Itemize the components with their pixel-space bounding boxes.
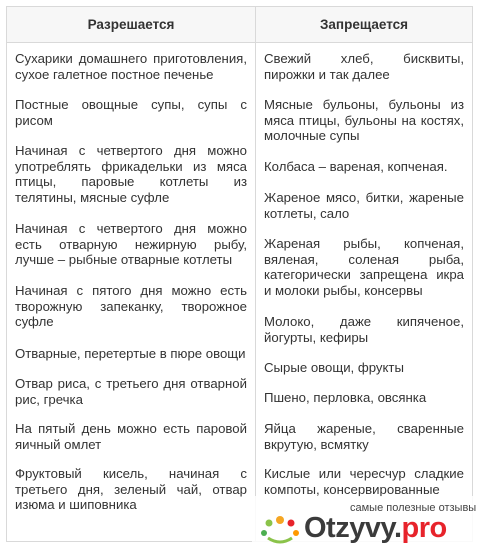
forbidden-item: Колбаса – вареная, копченая. [264,159,448,174]
forbidden-item: Мясные бульоны, бульоны из мяса птицы, бульоны на костях, молочные супы [264,97,464,143]
watermark-brand [304,512,447,545]
watermark-brand-dot: . [393,512,402,544]
diet-table [6,6,473,542]
forbidden-item: Молоко, даже кипяченое, йогурты, кефиры [264,314,464,345]
watermark-tagline: самые полезные отзывы [350,502,477,514]
allowed-item: Начиная с четвертого дня можно есть отварную нежирную рыбу, лучше – рыбные отварные котлеты [15,221,247,267]
forbidden-item: Пшено, перловка, овсянка [264,390,427,405]
allowed-header: Разрешается [7,7,255,43]
allowed-item: На пятый день можно есть паровой яичный омлет [15,421,247,452]
watermark-brand-suffix: pro [401,512,447,544]
forbidden-item: Сырые овощи, фрукты [264,360,404,375]
allowed-column [7,7,256,541]
allowed-item: Фруктовый кисель, начиная с третьего дня, зеленый чай, отвар изюма и шиповника [15,466,247,512]
allowed-item: Начиная с четвертого дня можно употреблять фрикадельки из мяса птицы, паровые котлеты из телятины, мясные суфле [15,143,247,205]
forbidden-item: Свежий хлеб, бисквиты, пирожки и так далее [264,51,464,82]
forbidden-header: Запрещается [256,7,472,43]
allowed-item: Сухарики домашнего приготовления, сухое галетное постное печенье [15,51,247,82]
allowed-item: Отвар риса, с третьего дня отварной рис, гречка [15,376,247,407]
forbidden-item: Жареное мясо, битки, жареные котлеты, сало [264,190,464,221]
watermark-brand-name: Otzyvy [304,512,394,544]
otzyvy-watermark [252,496,482,546]
forbidden-column [256,7,472,541]
forbidden-item: Жареная рыбы, копченая, вяленая, соленая рыба, категорически запрещена икра и молоки рыбы, консервы [264,236,464,298]
allowed-item: Отварные, перетертые в пюре овощи [15,346,246,361]
allowed-item: Начиная с пятого дня можно есть творожную запеканку, творожное суфле [15,283,247,329]
forbidden-item: Яйца жареные, сваренные вкрутую, всмятку [264,421,464,452]
forbidden-item: Кислые или чересчур сладкие компоты, консервированные [264,466,464,497]
allowed-item: Постные овощные супы, супы с рисом [15,97,247,128]
